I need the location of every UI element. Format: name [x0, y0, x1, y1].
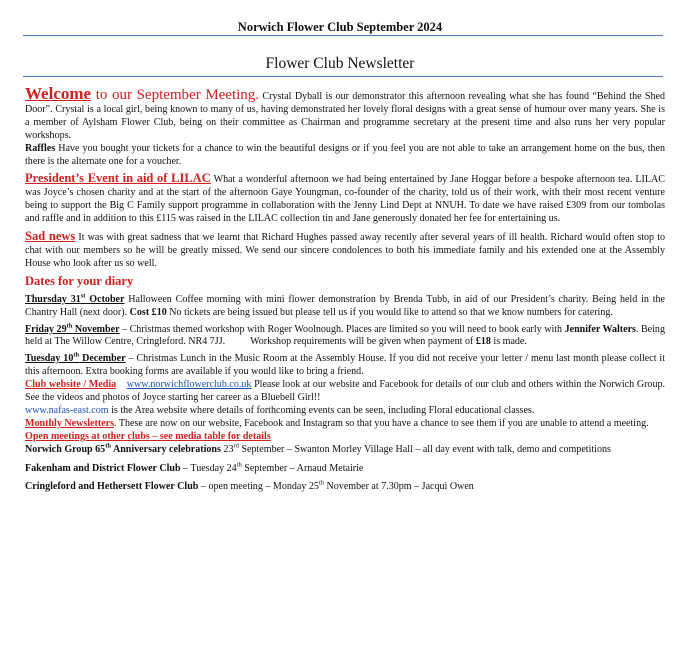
halloween-body-2: No tickets are being issued but please tell us if you would like to attend so that we know numbers for catering. — [166, 306, 613, 318]
norwich-group-date: 23 — [220, 443, 234, 455]
halloween-body: Halloween Coffee morning with mini flower demonstration by Brenda Tubb, in aid of our President’s charity. Being held in the Chantry Hall (next door). — [25, 293, 665, 318]
website-paragraph — [25, 379, 665, 405]
raffles-paragraph — [25, 143, 665, 169]
diary-heading-line — [25, 275, 665, 290]
club-website-link[interactable]: www.norwichflowerclub.co.uk — [126, 379, 252, 391]
newsletter-body — [25, 84, 666, 494]
christmas-lunch-body: – Christmas Lunch in the Music Room at the Assembly House. If you did not receive your letter / menu last month please collect it this afternoon. Extra booking forms are available if you would like to bring a friend. — [25, 353, 665, 378]
title-rule — [23, 76, 663, 77]
fakenham-date: – Tuesday 24 — [180, 462, 237, 474]
meeting-norwich-group — [25, 444, 665, 457]
presidents-event-paragraph — [25, 172, 665, 226]
workshop-fee: £18 — [475, 336, 491, 348]
welcome-paragraph — [25, 84, 666, 143]
presidents-event-body: What a wonderful afternoon we had being entertained by Jane Hoggar before a bespoke afternoon tea. LILAC was Joyce’s chosen charity and at the start of the afternoon Gaye Youngman, co-founder of the charity, told us of their work, with their most recent venture being to support the Big C Family support programme in collaboration with the Jenny Lind Dept at NNUH. To date we have raised £309 from our tombolas and raffle and in addition to this £115 was raised in the LILAC collection tin and Jane generously donated her fee for entertaining us. — [25, 174, 665, 225]
diary-event-halloween — [25, 294, 665, 320]
fakenham-details: September – Arnaud Metairie — [241, 462, 364, 474]
fakenham-date-sup: th — [236, 461, 242, 469]
monthly-newsletters-paragraph — [25, 418, 665, 431]
nafas-body: is the Area website where details of forthcoming events can be seen, including Floral educational classes. — [108, 404, 535, 416]
nafas-paragraph — [25, 405, 665, 418]
meeting-fakenham — [25, 463, 665, 476]
meeting-cringleford — [25, 481, 665, 494]
cringleford-date: – open meeting – Monday 25 — [198, 481, 319, 493]
newsletter-title: Flower Club Newsletter — [265, 55, 415, 72]
sad-news-body: It was with great sadness that we learnt that Richard Hughes passed away recently after several years of ill health. Richard would often stop to chat with our members so he will be greatly missed. We send our sincere condolences to both his immediate family and his extended one at the Assembly House who look after us so well. — [25, 232, 666, 269]
raffles-label: Raffles — [25, 142, 56, 154]
header-rule — [23, 35, 663, 36]
welcome-heading: Welcome — [25, 84, 92, 103]
monthly-newsletters-body: . These are now on our website, Facebook and Instagram so that you have a chance to see them if you are unable to attend a meeting. — [114, 417, 649, 429]
sad-news-heading: Sad news — [25, 229, 76, 244]
nafas-website-link[interactable]: www.nafas-east.com — [25, 404, 109, 416]
workshop-contact: Jennifer Walters — [564, 323, 636, 335]
open-meetings-heading-line — [25, 431, 665, 444]
workshop-body-3: is made. — [490, 336, 527, 348]
monthly-newsletters-label: Monthly Newsletters — [25, 417, 115, 429]
workshop-body: – Christmas themed workshop with Roger Woolnough. Places are limited so you will need to book early with — [119, 323, 565, 335]
raffles-body: Have you bought your tickets for a chance to win the beautiful designs or if you feel you are not able to take an arrangement home on the bus, then there is the alternate one for a voucher. — [25, 142, 665, 167]
fakenham-club-name: Fakenham and District Flower Club — [25, 462, 181, 474]
diary-event-workshop — [25, 324, 665, 350]
norwich-group-details: September – Swanton Morley Village Hall – all day event with talk, demo and competitions — [238, 443, 611, 455]
norwich-group-date-sup: rd — [233, 442, 239, 450]
welcome-body: Crystal Dyball is our demonstrator this afternoon revealing what she has found “Behind the Shed Door”. Crystal is a local girl, being known to many of us, having demonstrated her lovely floral designs with a great sense of humour over many years. She is a member of Aylsham Flower Club, being on their committee as Chairman and programme secretary at the present time and also runs her very popular workshops. — [25, 91, 666, 141]
workshop-date: Friday 29th November — [25, 322, 120, 335]
norwich-group-title: Norwich Group 65th Anniversary celebrations — [25, 442, 221, 455]
cringleford-club-name: Cringleford and Hethersett Flower Club — [25, 481, 199, 493]
diary-heading: Dates for your diary — [25, 273, 134, 288]
diary-event-christmas-lunch — [25, 353, 665, 379]
website-body: Please look at our website and Facebook for details of our club and others within the Norwich Group. See the videos and photos of Joyce starting her career as a Bluebell Girl!! — [25, 379, 666, 404]
sad-news-paragraph — [25, 230, 665, 271]
halloween-date: Thursday 31st October — [25, 292, 125, 305]
christmas-lunch-date: Tuesday 10th December — [25, 351, 126, 365]
halloween-cost: Cost £10 — [129, 306, 167, 318]
club-month-title: Norwich Flower Club September 2024 — [237, 20, 443, 34]
open-meetings-heading: Open meetings at other clubs – see media table for details — [25, 430, 271, 442]
presidents-event-heading: President’s Event in aid of LILAC — [25, 171, 211, 186]
cringleford-details: November at 7.30pm – Jacqui Owen — [324, 481, 474, 493]
website-label: Club website / Media — [25, 379, 117, 391]
workshop-body-2: . Being held at The Willow Centre, Cringleford. NR4 7JJ. Workshop requirements will be given when payment of — [25, 323, 665, 348]
welcome-heading-rest: to our September Meeting. — [91, 87, 260, 103]
cringleford-date-sup: th — [318, 480, 324, 488]
